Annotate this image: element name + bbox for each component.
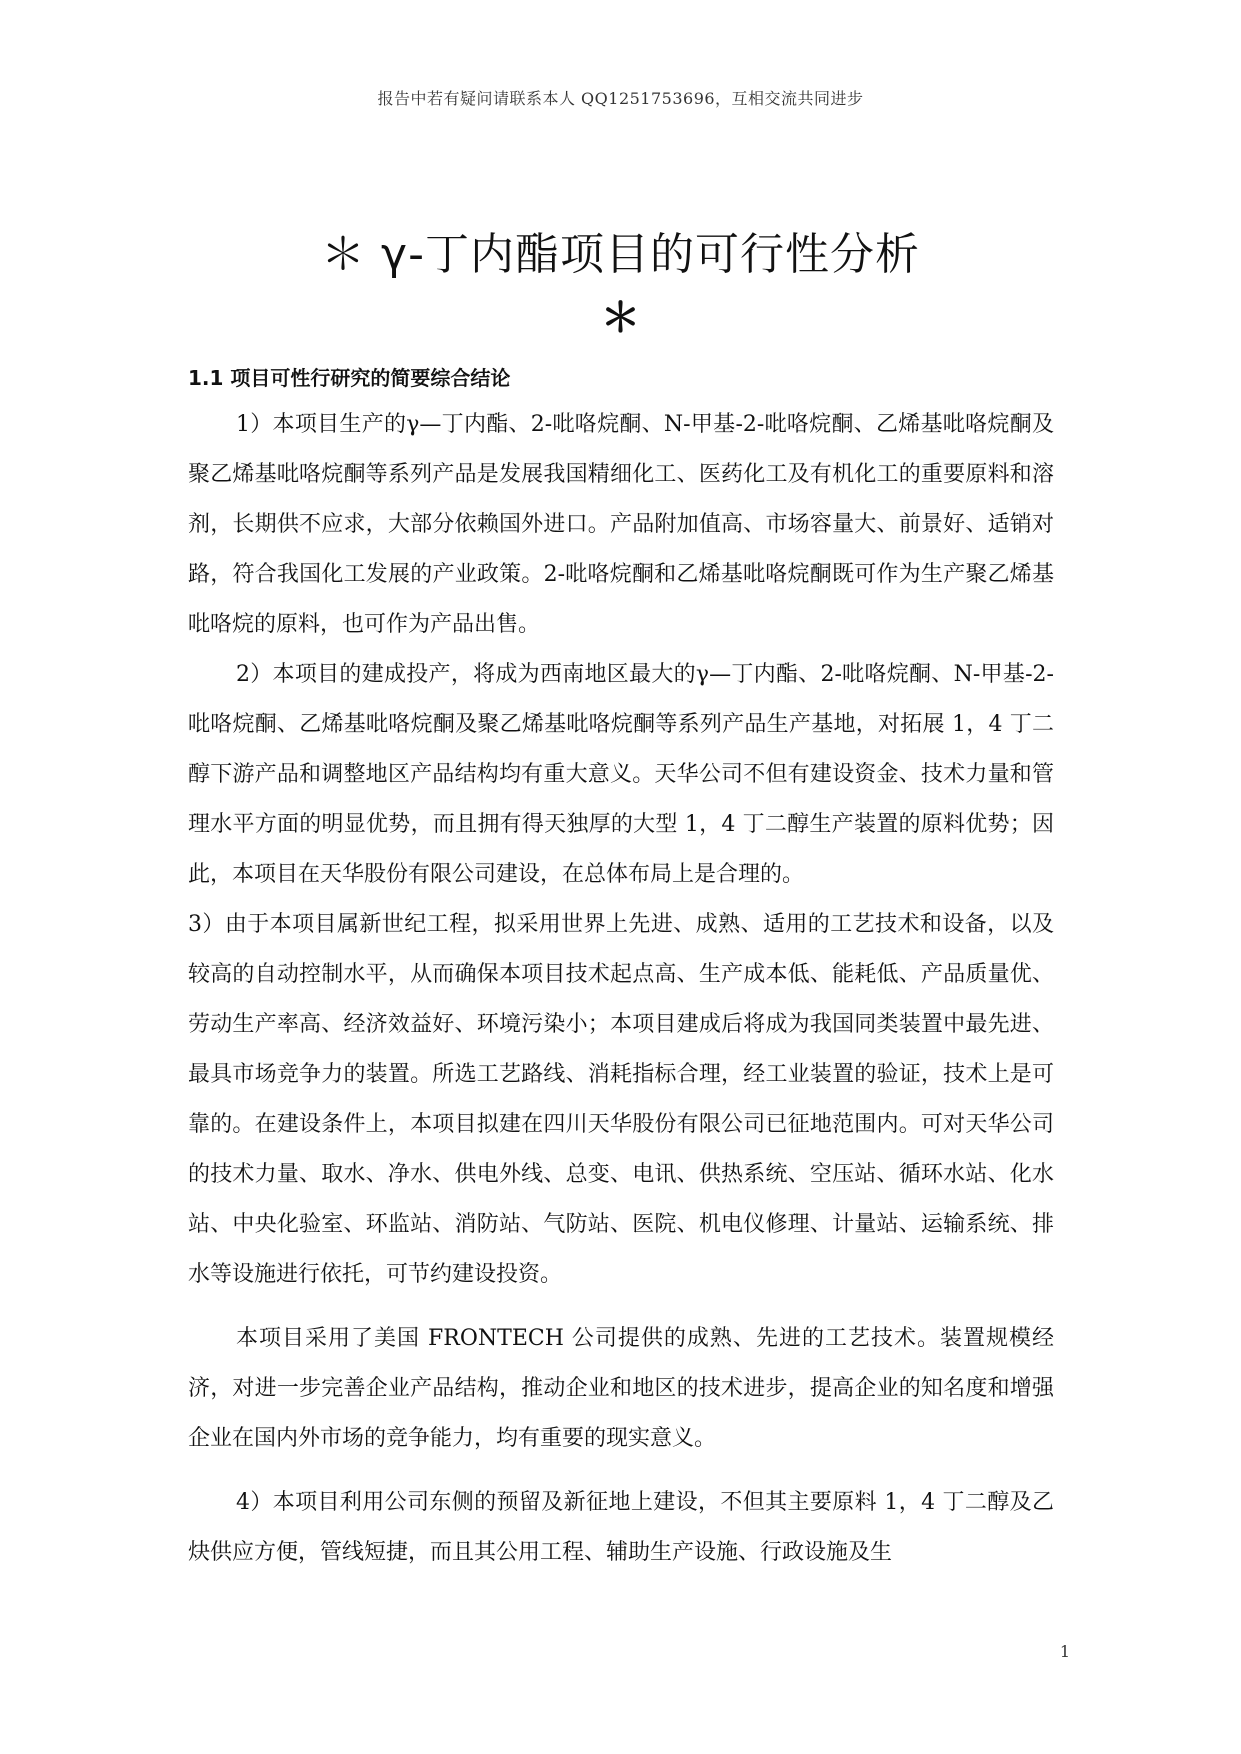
title-star: ＊ — [600, 294, 641, 341]
paragraph-3: 3）由于本项目属新世纪工程，拟采用世界上先进、成熟、适用的工艺技术和设备，以及较高的自动控制水平，从而确保本项目技术起点高、生产成本低、能耗低、产品质量优、劳动生产率高、经济效益好、环境污染小；本项目建成后将成为我国同类装置中最先进、最具市场竞争力的装置。所选工艺路线、消耗指标合理，经工业装置的验证，技术上是可靠的。在建设条件上，本项目拟建在四川天华股份有限公司已征地范围内。可对天华公司的技术力量、取水、净水、供电外线、总变、电讯、供热系统、空压站、循环水站、化水站、中央化验室、环监站、消防站、气防站、医院、机电仪修理、计量站、运输系统、排水等设施进行依托，可节约建设投资。 — [188, 912, 1054, 1287]
paragraph-5: 4）本项目利用公司东侧的预留及新征地上建设，不但其主要原料 1，4 丁二醇及乙炔供应方便，管线短捷，而且其公用工程、辅助生产设施、行政设施及生 — [188, 1490, 1054, 1565]
section-heading: 1.1 项目可性行研究的简要综合结论 — [188, 366, 511, 390]
document-title: ＊ γ-丁内酯项目的可行性分析 — [321, 229, 920, 280]
page-number: 1 — [1059, 1642, 1070, 1661]
paragraph-2: 2）本项目的建成投产，将成为西南地区最大的γ—丁内酯、2-吡咯烷酮、N-甲基-2-吡咯烷酮、乙烯基吡咯烷酮及聚乙烯基吡咯烷酮等系列产品生产基地，对拓展 1，4 丁二醇下游产品和调整地区产品结构均有重大意义。天华公司不但有建设资金、技术力量和管理水平方面的明显优势，而且拥有得天独厚的大型 1，4 丁二醇生产装置的原料优势；因此，本项目在天华股份有限公司建设，在总体布局上是合理的。 — [188, 662, 1054, 887]
header-note: 报告中若有疑问请联系本人 QQ1251753696，互相交流共同进步 — [377, 89, 864, 108]
body-text — [188, 400, 1054, 1578]
paragraph-1: 1）本项目生产的γ—丁内酯、2-吡咯烷酮、N-甲基-2-吡咯烷酮、乙烯基吡咯烷酮及聚乙烯基吡咯烷酮等系列产品是发展我国精细化工、医药化工及有机化工的重要原料和溶剂，长期供不应求，大部分依赖国外进口。产品附加值高、市场容量大、前景好、适销对路，符合我国化工发展的产业政策。2-吡咯烷酮和乙烯基吡咯烷酮既可作为生产聚乙烯基吡咯烷的原料，也可作为产品出售。 — [188, 412, 1054, 637]
paragraph-4: 本项目采用了美国 FRONTECH 公司提供的成熟、先进的工艺技术。装置规模经济，对进一步完善企业产品结构，推动企业和地区的技术进步，提高企业的知名度和增强企业在国内外市场的竞争能力，均有重要的现实意义。 — [188, 1326, 1054, 1451]
